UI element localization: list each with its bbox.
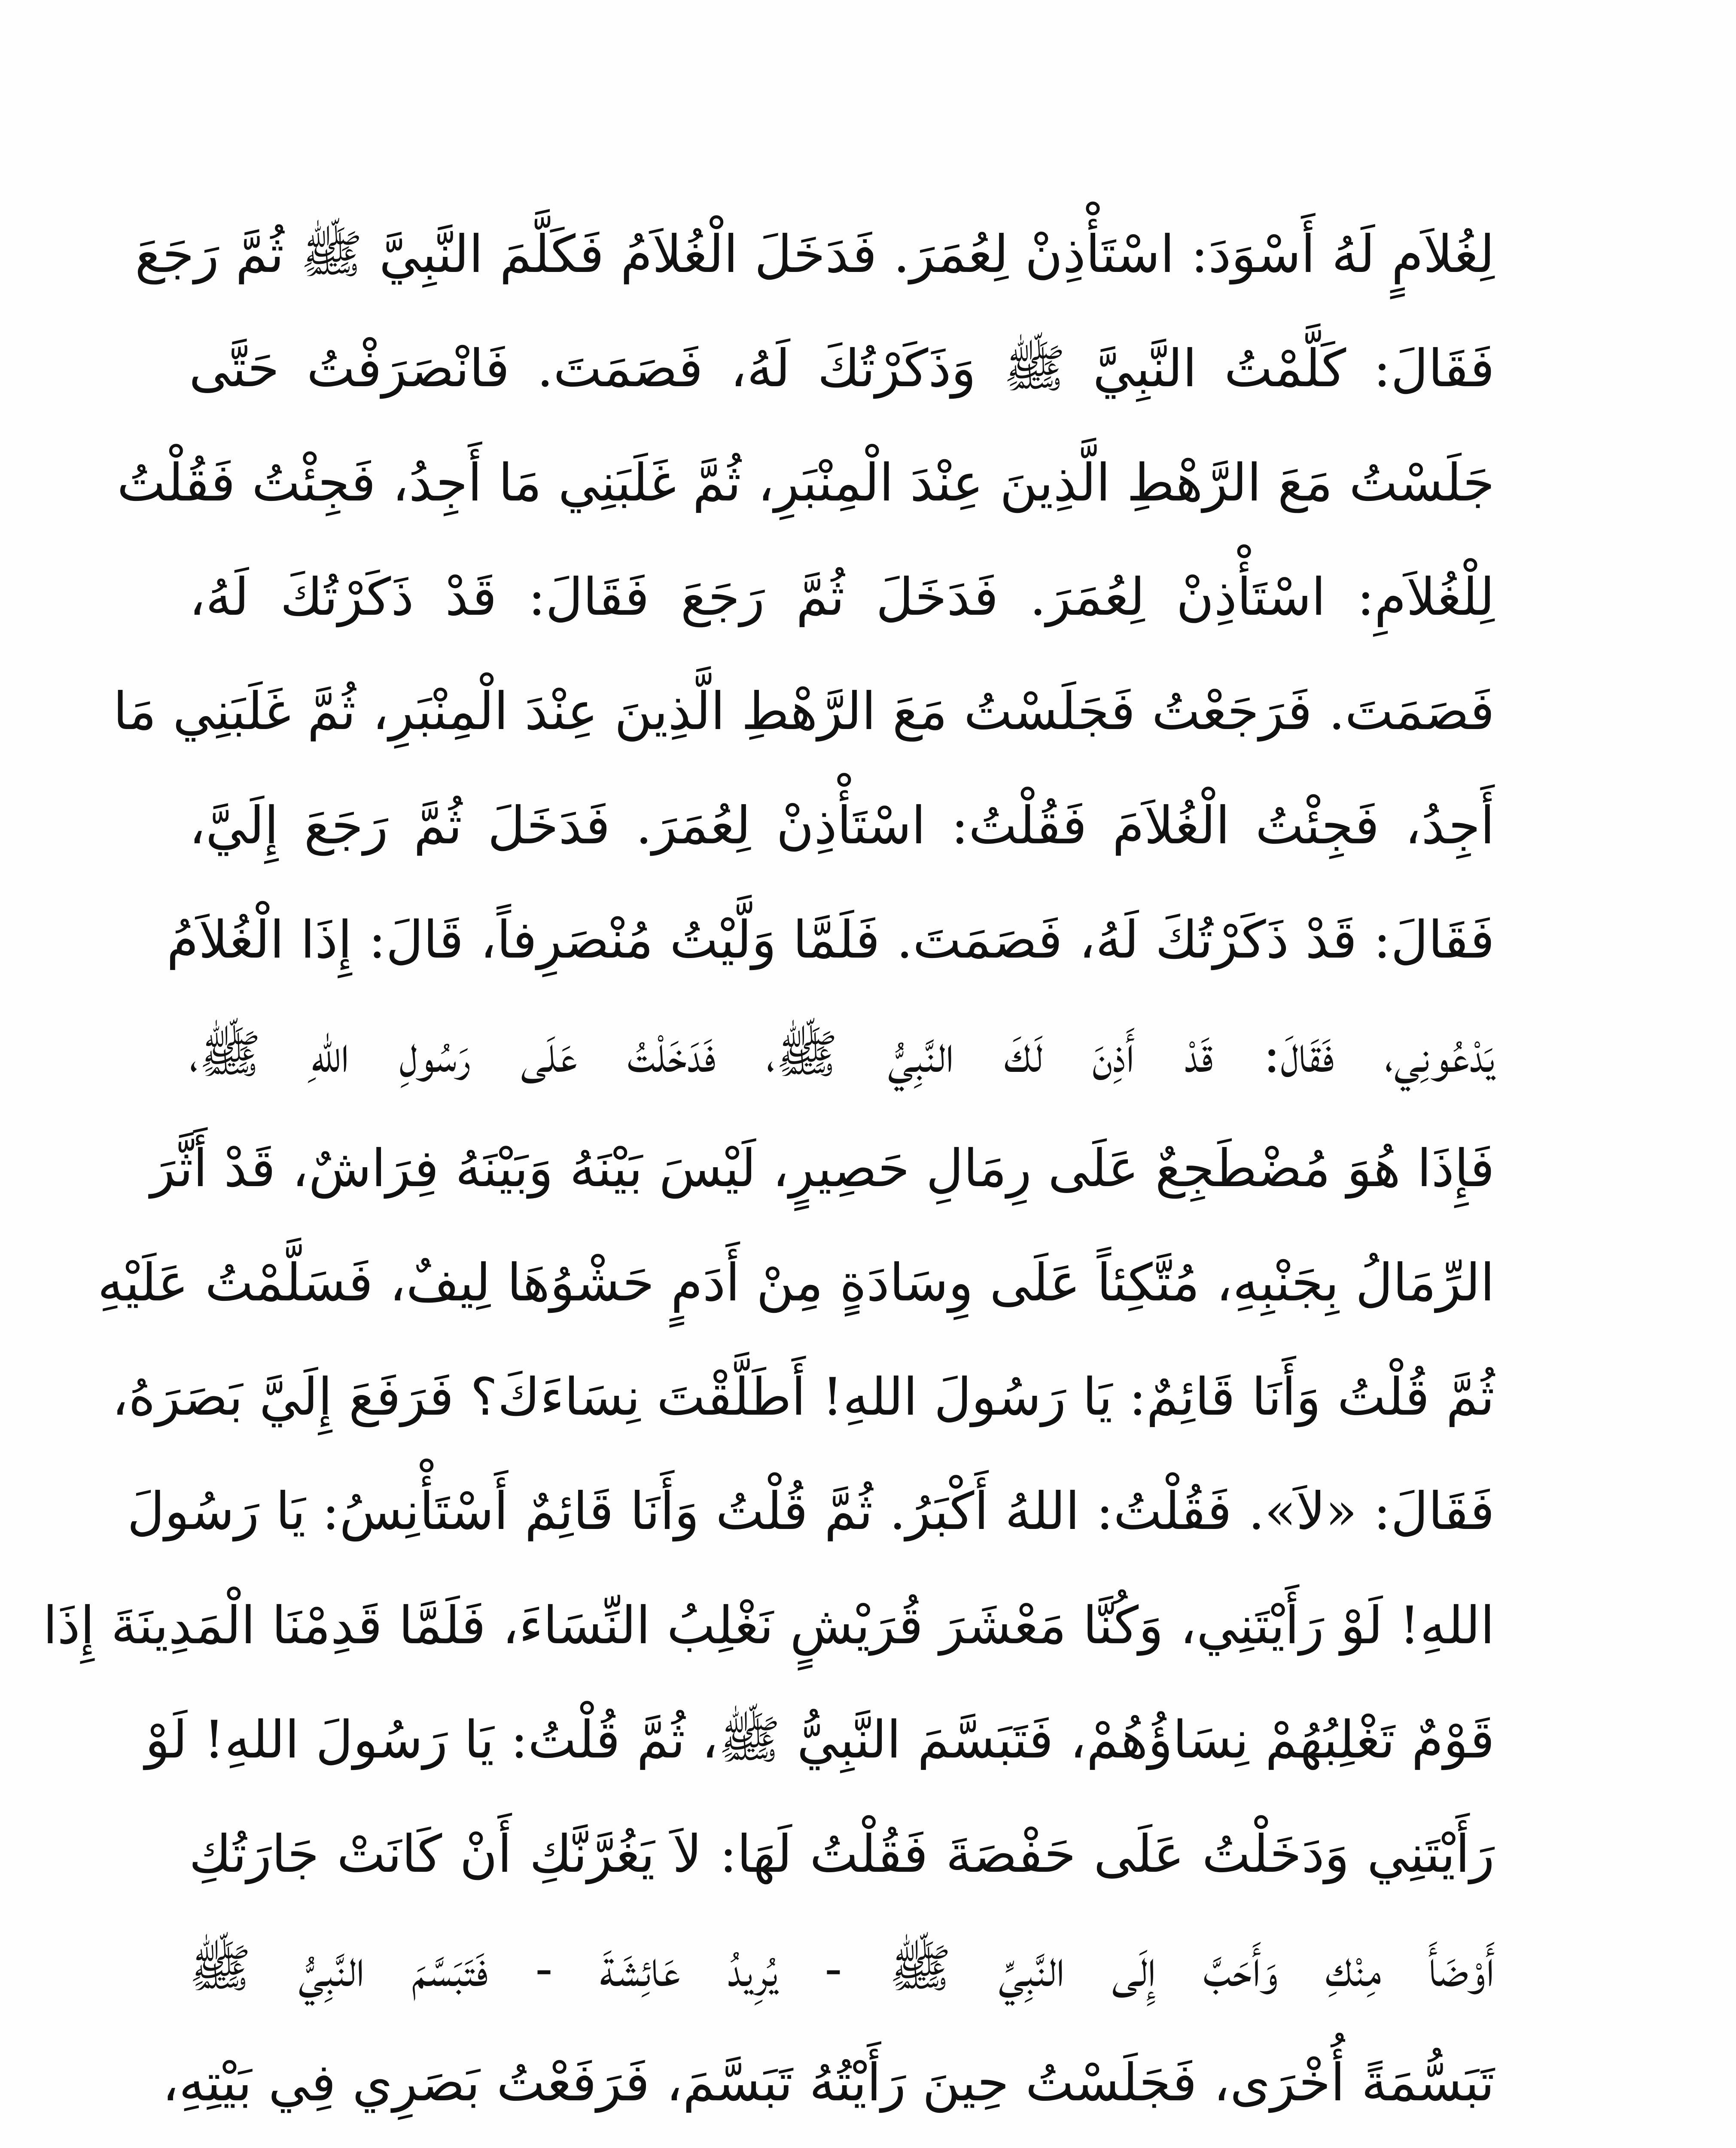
text-line: رَأَيْتَنِي وَدَخَلْتُ عَلَى حَفْصَةَ فَقُلْتُ لَهَا: لاَ يَغُرَّنَّكِ أَنْ كَانَتْ جَارَتُكِ: [189, 1825, 1495, 1884]
text-line: فَقَالَ: «لاَ». فَقُلْتُ: اللهُ أَكْبَرُ. ثُمَّ قُلْتُ وَأَنَا قَائِمٌ أَسْتَأْنِسُ: يَا رَسُولَ: [127, 1482, 1495, 1541]
text-line: فَقَالَ: كَلَّمْتُ النَّبِيَّ ﷺ وَذَكَرْتُكَ لَهُ، فَصَمَتَ. فَانْصَرَفْتُ حَتَّى: [189, 339, 1495, 399]
text-line: فَإِذَا هُوَ مُضْطَجِعٌ عَلَى رِمَالِ حَصِيرٍ، لَيْسَ بَيْنَهُ وَبَيْنَهُ فِرَاشٌ، قَدْ أَثَّرَ: [150, 1139, 1495, 1199]
text-line: [189, 2140, 1495, 2148]
text-line: أَوْضَأَ مِنْكِ وَأَحَبَّ إِلَى النَّبِيِّ ﷺ - يُرِيدُ عَائِشَةَ - فَتَبَسَّمَ النَّبِيُّ ﷺ: [189, 1939, 1495, 1998]
text-line: أَجِدُ، فَجِئْتُ الْغُلاَمَ فَقُلْتُ: اسْتَأْذِنْ لِعُمَرَ. فَدَخَلَ ثُمَّ رَجَعَ إِلَيَّ،: [189, 796, 1495, 856]
text-line: يَدْعُونِي، فَقَالَ: قَدْ أَذِنَ لَكَ النَّبِيُّ ﷺ، فَدَخَلْتُ عَلَى رَسُولِ اللهِ ﷺ،: [189, 1025, 1495, 1084]
text-line: ثُمَّ قُلْتُ وَأَنَا قَائِمٌ: يَا رَسُولَ اللهِ! أَطَلَّقْتَ نِسَاءَكَ؟ فَرَفَعَ إِلَيَّ بَصَرَهُ،: [112, 1367, 1495, 1427]
text-line: فَصَمَتَ. فَرَجَعْتُ فَجَلَسْتُ مَعَ الرَّهْطِ الَّذِينَ عِنْدَ الْمِنْبَرِ، ثُمَّ غَلَبَنِي مَا: [113, 682, 1495, 741]
body-text: [43, 198, 1495, 2148]
text-line: قَوْمٌ تَغْلِبُهُمْ نِسَاؤُهُمْ، فَتَبَسَّمَ النَّبِيُّ ﷺ، ثُمَّ قُلْتُ: يَا رَسُولَ اللهِ! لَوْ: [145, 1710, 1495, 1770]
text-line: لِلْغُلاَمِ: اسْتَأْذِنْ لِعُمَرَ. فَدَخَلَ ثُمَّ رَجَعَ فَقَالَ: قَدْ ذَكَرْتُكَ لَهُ،: [189, 568, 1495, 627]
text-line: الرِّمَالُ بِجَنْبِهِ، مُتَّكِئاً عَلَى وِسَادَةٍ مِنْ أَدَمٍ حَشْوُهَا لِيفٌ، فَسَلَّمْتُ عَلَيْهِ: [97, 1253, 1495, 1313]
text-line: فَقَالَ: قَدْ ذَكَرْتُكَ لَهُ، فَصَمَتَ. فَلَمَّا وَلَّيْتُ مُنْصَرِفاً، قَالَ: إِذَا الْغُلاَمُ: [166, 910, 1495, 970]
text-line: لِغُلاَمٍ لَهُ أَسْوَدَ: اسْتَأْذِنْ لِعُمَرَ. فَدَخَلَ الْغُلاَمُ فَكَلَّمَ النَّبِيَّ ﷺ ثُمَّ رَجَعَ: [135, 225, 1495, 284]
text-line: اللهِ! لَوْ رَأَيْتَنِي، وَكُنَّا مَعْشَرَ قُرَيْشٍ نَغْلِبُ النِّسَاءَ، فَلَمَّا قَدِمْنَا الْمَدِينَةَ إِذَا: [43, 1596, 1495, 1656]
text-line: تَبَسُّمَةً أُخْرَى، فَجَلَسْتُ حِينَ رَأَيْتُهُ تَبَسَّمَ، فَرَفَعْتُ بَصَرِي فِي بَيْتِهِ،: [162, 2053, 1495, 2113]
text-line: جَلَسْتُ مَعَ الرَّهْطِ الَّذِينَ عِنْدَ الْمِنْبَرِ، ثُمَّ غَلَبَنِي مَا أَجِدُ، فَجِئْتُ فَقُلْتُ: [117, 453, 1495, 513]
